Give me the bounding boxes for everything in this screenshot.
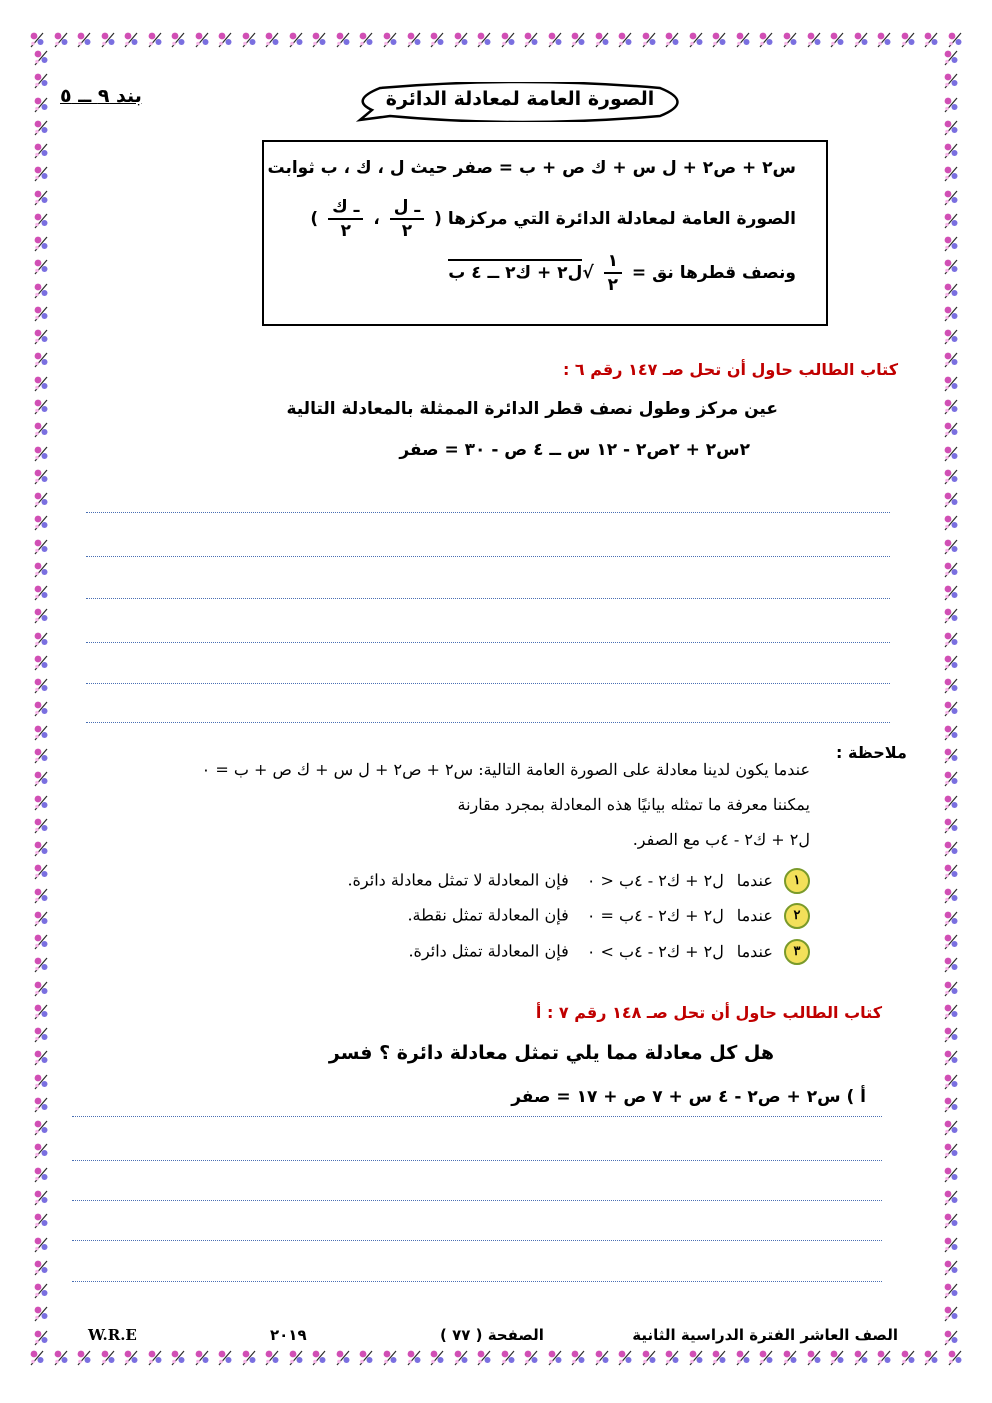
- border-bead-icon: [942, 211, 960, 231]
- border-bead-icon: [405, 30, 423, 50]
- radius-expression: ل٢ + ك٢ ــ ٤ ب: [448, 259, 582, 283]
- border-bead-icon: [942, 560, 960, 580]
- border-bead-icon: [32, 71, 50, 91]
- border-bead-icon: [452, 1348, 470, 1368]
- border-bead-icon: [640, 1348, 658, 1368]
- border-bead-icon: [32, 909, 50, 929]
- border-bead-icon: [122, 30, 140, 50]
- border-bead-icon: [942, 793, 960, 813]
- border-bead-icon: [32, 48, 50, 68]
- border-bead-icon: [942, 95, 960, 115]
- border-bead-icon: [942, 118, 960, 138]
- border-bead-icon: [310, 30, 328, 50]
- square-root-icon: √: [582, 263, 594, 283]
- case-result: فإن المعادلة تمثل دائرة.: [408, 941, 569, 961]
- border-bead-icon: [687, 1348, 705, 1368]
- border-bead-icon: [32, 1072, 50, 1092]
- border-bead-icon: [32, 257, 50, 277]
- border-bead-icon: [32, 374, 50, 394]
- case-when: عندما: [736, 870, 773, 890]
- border-bead-icon: [942, 304, 960, 324]
- page-border-right: [938, 48, 964, 1348]
- border-bead-icon: [32, 281, 50, 301]
- border-bead-icon: [334, 30, 352, 50]
- border-bead-icon: [922, 1348, 940, 1368]
- exercise1-question: عين مركز وطول نصف قطر الدائرة الممثلة بالمعادلة التالية: [286, 399, 778, 419]
- border-bead-icon: [32, 1258, 50, 1278]
- border-bead-icon: [942, 327, 960, 347]
- border-bead-icon: [942, 374, 960, 394]
- border-bead-icon: [32, 490, 50, 510]
- border-bead-icon: [475, 1348, 493, 1368]
- border-bead-icon: [32, 560, 50, 580]
- note-line-2: يمكننا معرفة ما تمثله بيانيًا هذه المعادلة بمجرد مقارنة: [457, 795, 810, 814]
- footer-page: الصفحة ( ٧٧ ): [440, 1326, 544, 1344]
- border-bead-icon: [32, 234, 50, 254]
- border-bead-icon: [32, 350, 50, 370]
- border-bead-icon: [381, 1348, 399, 1368]
- border-bead-icon: [357, 1348, 375, 1368]
- center-line: [310, 196, 796, 242]
- border-bead-icon: [32, 141, 50, 161]
- border-bead-icon: [942, 467, 960, 487]
- border-bead-icon: [28, 30, 46, 50]
- border-bead-icon: [32, 1304, 50, 1324]
- border-bead-icon: [99, 1348, 117, 1368]
- case-when: عندما: [736, 905, 773, 925]
- border-bead-icon: [32, 793, 50, 813]
- answer-line: [72, 1160, 882, 1161]
- border-bead-icon: [875, 1348, 893, 1368]
- border-bead-icon: [216, 1348, 234, 1368]
- border-bead-icon: [32, 1002, 50, 1022]
- border-bead-icon: [310, 1348, 328, 1368]
- border-bead-icon: [942, 537, 960, 557]
- border-bead-icon: [146, 30, 164, 50]
- border-bead-icon: [687, 30, 705, 50]
- border-bead-icon: [942, 141, 960, 161]
- border-bead-icon: [942, 513, 960, 533]
- border-bead-icon: [334, 1348, 352, 1368]
- border-bead-icon: [193, 30, 211, 50]
- border-bead-icon: [942, 1072, 960, 1092]
- border-bead-icon: [240, 1348, 258, 1368]
- case-number-badge: ٣: [784, 939, 810, 965]
- page-border-top: [28, 30, 964, 56]
- case-result: فإن المعادلة لا تمثل معادلة دائرة.: [347, 870, 569, 890]
- border-bead-icon: [32, 886, 50, 906]
- border-bead-icon: [781, 1348, 799, 1368]
- border-bead-icon: [942, 490, 960, 510]
- center-label: الصورة العامة لمعادلة الدائرة التي مركزها (: [434, 209, 796, 229]
- border-bead-icon: [942, 583, 960, 603]
- border-bead-icon: [32, 839, 50, 859]
- border-bead-icon: [942, 955, 960, 975]
- border-bead-icon: [781, 30, 799, 50]
- border-bead-icon: [32, 1165, 50, 1185]
- border-bead-icon: [52, 1348, 70, 1368]
- case-number-badge: ١: [784, 868, 810, 894]
- border-bead-icon: [32, 420, 50, 440]
- border-bead-icon: [75, 30, 93, 50]
- border-bead-icon: [32, 583, 50, 603]
- border-bead-icon: [32, 513, 50, 533]
- border-bead-icon: [32, 95, 50, 115]
- border-bead-icon: [99, 30, 117, 50]
- border-bead-icon: [428, 30, 446, 50]
- border-bead-icon: [32, 630, 50, 650]
- border-bead-icon: [240, 30, 258, 50]
- answer-line: [86, 722, 890, 723]
- border-bead-icon: [32, 537, 50, 557]
- border-bead-icon: [942, 630, 960, 650]
- border-bead-icon: [32, 1281, 50, 1301]
- case-condition: ل٢ + ك٢ - ٤ب = ٠: [586, 905, 724, 925]
- border-bead-icon: [942, 839, 960, 859]
- border-bead-icon: [32, 653, 50, 673]
- case-when: عندما: [736, 941, 773, 961]
- border-bead-icon: [942, 1048, 960, 1068]
- border-bead-icon: [942, 1141, 960, 1161]
- exercise1-equation: ٢س٢ + ٢ص٢ - ١٢ س ــ ٤ ص - ٣٠ = صفر: [399, 440, 750, 460]
- border-bead-icon: [32, 979, 50, 999]
- border-bead-icon: [734, 1348, 752, 1368]
- page-title: الصورة العامة لمعادلة الدائرة: [385, 88, 655, 110]
- border-bead-icon: [569, 1348, 587, 1368]
- border-bead-icon: [942, 909, 960, 929]
- border-bead-icon: [946, 1348, 964, 1368]
- border-bead-icon: [616, 1348, 634, 1368]
- center-y-numerator: ـ ك: [328, 196, 363, 220]
- border-bead-icon: [942, 676, 960, 696]
- border-bead-icon: [942, 164, 960, 184]
- case-condition: ل٢ + ك٢ - ٤ب > ٠: [586, 941, 724, 961]
- border-bead-icon: [593, 1348, 611, 1368]
- border-bead-icon: [922, 30, 940, 50]
- border-bead-icon: [942, 746, 960, 766]
- border-bead-icon: [663, 30, 681, 50]
- border-bead-icon: [942, 886, 960, 906]
- border-bead-icon: [942, 1188, 960, 1208]
- border-bead-icon: [942, 257, 960, 277]
- border-bead-icon: [32, 118, 50, 138]
- border-bead-icon: [942, 653, 960, 673]
- center-x-fraction: [390, 196, 424, 242]
- border-bead-icon: [32, 1025, 50, 1045]
- border-bead-icon: [942, 420, 960, 440]
- border-bead-icon: [499, 1348, 517, 1368]
- case-row-1: [347, 868, 810, 894]
- border-bead-icon: [522, 30, 540, 50]
- border-bead-icon: [942, 606, 960, 626]
- border-bead-icon: [942, 48, 960, 68]
- border-bead-icon: [32, 188, 50, 208]
- border-bead-icon: [852, 30, 870, 50]
- border-bead-icon: [942, 1118, 960, 1138]
- border-bead-icon: [593, 30, 611, 50]
- border-bead-icon: [569, 30, 587, 50]
- border-bead-icon: [32, 723, 50, 743]
- border-bead-icon: [828, 30, 846, 50]
- border-bead-icon: [546, 1348, 564, 1368]
- border-bead-icon: [942, 350, 960, 370]
- answer-line: [86, 598, 890, 599]
- border-bead-icon: [475, 30, 493, 50]
- border-bead-icon: [942, 932, 960, 952]
- border-bead-icon: [710, 30, 728, 50]
- border-bead-icon: [32, 164, 50, 184]
- border-bead-icon: [28, 1348, 46, 1368]
- border-bead-icon: [32, 327, 50, 347]
- border-bead-icon: [942, 1165, 960, 1185]
- general-form-equation: س٢ + ص٢ + ل س + ك ص + ب = صفر حيث ل ، ك ، ب ثوابت: [267, 158, 796, 178]
- border-bead-icon: [263, 1348, 281, 1368]
- border-bead-icon: [146, 1348, 164, 1368]
- border-bead-icon: [522, 1348, 540, 1368]
- center-y-fraction: [328, 196, 363, 242]
- radius-label: ونصف قطرها نق =: [631, 263, 796, 283]
- border-bead-icon: [899, 30, 917, 50]
- note-line-3: ل٢ + ك٢ - ٤ب مع الصفر.: [632, 830, 810, 849]
- border-bead-icon: [32, 816, 50, 836]
- border-bead-icon: [946, 30, 964, 50]
- border-bead-icon: [32, 304, 50, 324]
- border-bead-icon: [193, 1348, 211, 1368]
- border-bead-icon: [942, 699, 960, 719]
- note-line-1: عندما يكون لدينا معادلة على الصورة العامة التالية: س٢ + ص٢ + ل س + ك ص + ب = ٠: [201, 760, 810, 779]
- center-separator: ،: [373, 209, 380, 229]
- footer-grade: الصف العاشر الفترة الدراسية الثانية: [632, 1326, 898, 1344]
- border-bead-icon: [875, 30, 893, 50]
- border-bead-icon: [32, 1118, 50, 1138]
- border-bead-icon: [757, 1348, 775, 1368]
- border-bead-icon: [710, 1348, 728, 1368]
- border-bead-icon: [942, 397, 960, 417]
- border-bead-icon: [32, 699, 50, 719]
- note-label: ملاحظة :: [836, 743, 907, 762]
- border-bead-icon: [942, 816, 960, 836]
- border-bead-icon: [32, 211, 50, 231]
- answer-line: [86, 683, 890, 684]
- border-bead-icon: [942, 71, 960, 91]
- border-bead-icon: [546, 30, 564, 50]
- border-bead-icon: [828, 1348, 846, 1368]
- answer-line: [72, 1240, 882, 1241]
- border-bead-icon: [942, 234, 960, 254]
- section-tag: بند ٩ ــ ٥: [60, 85, 142, 107]
- border-bead-icon: [942, 444, 960, 464]
- page-border-left: [28, 48, 54, 1348]
- border-bead-icon: [216, 30, 234, 50]
- border-bead-icon: [32, 1235, 50, 1255]
- border-bead-icon: [942, 1328, 960, 1348]
- border-bead-icon: [405, 1348, 423, 1368]
- border-bead-icon: [942, 1304, 960, 1324]
- border-bead-icon: [852, 1348, 870, 1368]
- border-bead-icon: [32, 1211, 50, 1231]
- border-bead-icon: [75, 1348, 93, 1368]
- exercise2-heading: كتاب الطالب حاول أن تحل صـ ١٤٨ رقم ٧ : أ: [535, 1003, 882, 1022]
- border-bead-icon: [942, 1002, 960, 1022]
- border-bead-icon: [805, 1348, 823, 1368]
- border-bead-icon: [32, 1141, 50, 1161]
- border-bead-icon: [287, 30, 305, 50]
- border-bead-icon: [32, 1328, 50, 1348]
- border-bead-icon: [32, 467, 50, 487]
- case-condition: ل٢ + ك٢ - ٤ب < ٠: [586, 870, 724, 890]
- border-bead-icon: [169, 30, 187, 50]
- border-bead-icon: [805, 30, 823, 50]
- border-bead-icon: [942, 1025, 960, 1045]
- border-bead-icon: [942, 979, 960, 999]
- exercise2-item-a: أ ) س٢ + ص٢ - ٤ س + ٧ ص + ١٧ = صفر: [511, 1087, 866, 1107]
- border-bead-icon: [32, 1188, 50, 1208]
- exercise2-question: هل كل معادلة مما يلي تمثل معادلة دائرة ؟ فسر: [328, 1042, 774, 1064]
- border-bead-icon: [32, 769, 50, 789]
- border-bead-icon: [640, 30, 658, 50]
- border-bead-icon: [32, 397, 50, 417]
- answer-line: [86, 556, 890, 557]
- border-bead-icon: [381, 30, 399, 50]
- page-border-bottom: [28, 1348, 964, 1374]
- border-bead-icon: [942, 1281, 960, 1301]
- border-bead-icon: [942, 1258, 960, 1278]
- footer-author: W.R.E: [88, 1326, 137, 1344]
- border-bead-icon: [734, 30, 752, 50]
- center-x-numerator: ـ ل: [390, 196, 424, 220]
- border-bead-icon: [32, 1095, 50, 1115]
- border-bead-icon: [942, 1235, 960, 1255]
- border-bead-icon: [32, 444, 50, 464]
- border-bead-icon: [499, 30, 517, 50]
- border-bead-icon: [32, 955, 50, 975]
- center-y-denominator: ٢: [340, 221, 351, 241]
- border-bead-icon: [452, 30, 470, 50]
- border-bead-icon: [32, 932, 50, 952]
- border-bead-icon: [428, 1348, 446, 1368]
- border-bead-icon: [942, 1211, 960, 1231]
- radius-fraction: [604, 250, 622, 296]
- center-x-denominator: ٢: [401, 221, 413, 241]
- border-bead-icon: [899, 1348, 917, 1368]
- border-bead-icon: [616, 30, 634, 50]
- case-row-3: [408, 939, 810, 965]
- center-close-paren: ): [310, 209, 319, 229]
- exercise1-heading: كتاب الطالب حاول أن تحل صـ ١٤٧ رقم ٦ :: [562, 360, 898, 379]
- radius-line: [448, 250, 796, 296]
- border-bead-icon: [357, 30, 375, 50]
- border-bead-icon: [942, 188, 960, 208]
- case-row-2: [407, 903, 810, 929]
- border-bead-icon: [32, 1048, 50, 1068]
- case-number-badge: ٢: [784, 903, 810, 929]
- border-bead-icon: [169, 1348, 187, 1368]
- border-bead-icon: [757, 30, 775, 50]
- border-bead-icon: [263, 30, 281, 50]
- border-bead-icon: [32, 676, 50, 696]
- border-bead-icon: [32, 746, 50, 766]
- formula-box: [262, 140, 828, 326]
- border-bead-icon: [942, 862, 960, 882]
- border-bead-icon: [942, 281, 960, 301]
- border-bead-icon: [942, 723, 960, 743]
- border-bead-icon: [32, 606, 50, 626]
- answer-line: [72, 1281, 882, 1282]
- border-bead-icon: [122, 1348, 140, 1368]
- border-bead-icon: [52, 30, 70, 50]
- answer-line: [86, 512, 890, 513]
- case-result: فإن المعادلة تمثل نقطة.: [407, 905, 569, 925]
- radius-numerator: ١: [604, 250, 622, 274]
- radius-denominator: ٢: [607, 275, 618, 295]
- border-bead-icon: [942, 769, 960, 789]
- border-bead-icon: [942, 1095, 960, 1115]
- answer-line: [72, 1200, 882, 1201]
- border-bead-icon: [287, 1348, 305, 1368]
- border-bead-icon: [663, 1348, 681, 1368]
- border-bead-icon: [32, 862, 50, 882]
- footer-year: ٢٠١٩: [270, 1326, 307, 1344]
- answer-line: [86, 642, 890, 643]
- answer-line: [72, 1116, 882, 1117]
